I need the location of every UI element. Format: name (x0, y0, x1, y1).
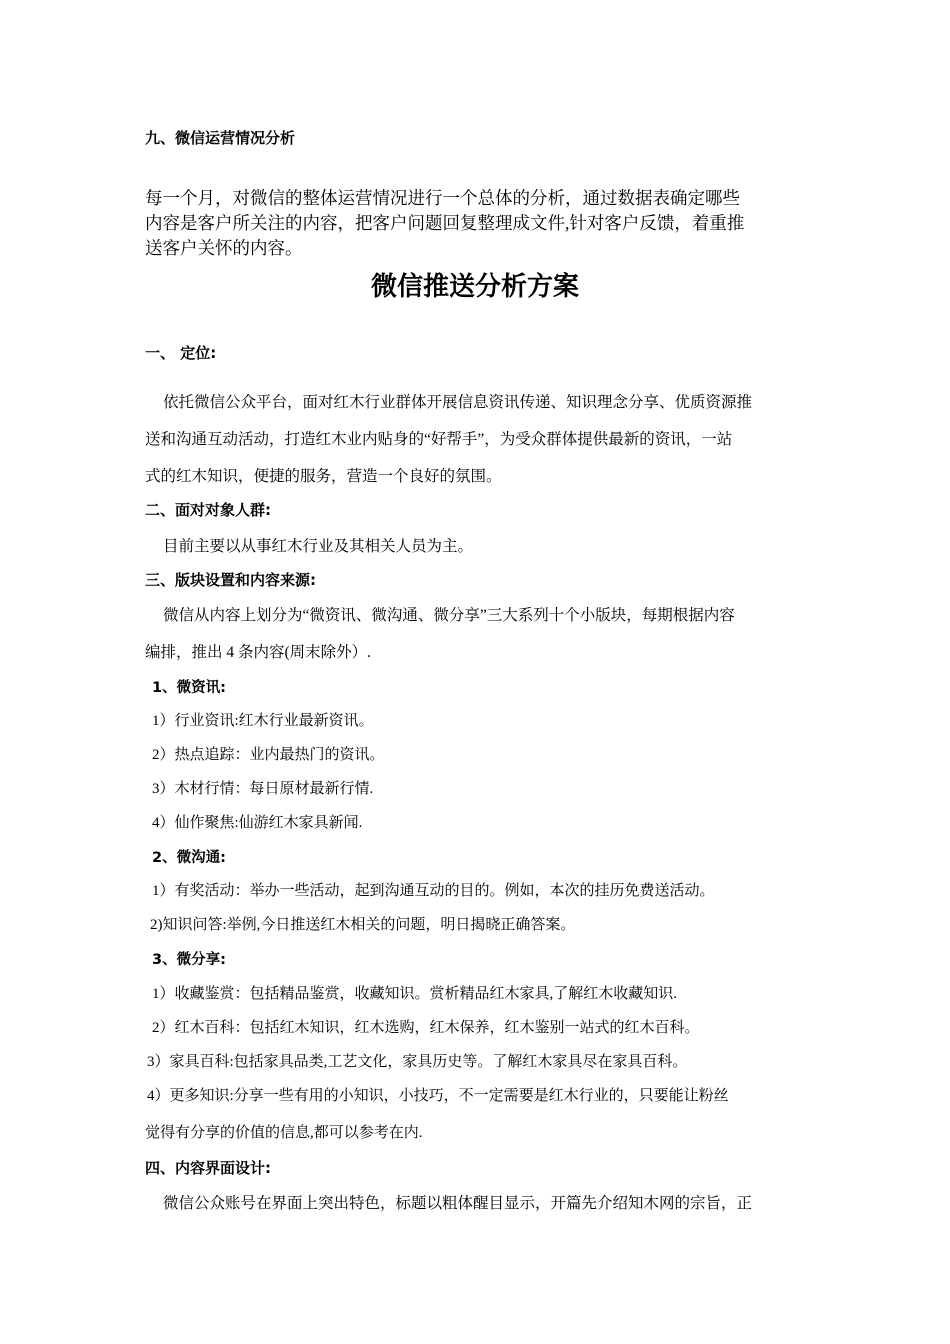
subsection-3-heading: 3、微分享: (152, 952, 226, 968)
section-4-line: 微信公众账号在界面上突出特色，标题以粗体醒目显示，开篇先介绍知木网的宗旨，正 (163, 1195, 753, 1212)
subsection-2-item: 1）有奖活动：举办一些活动，起到沟通互动的目的。例如，本次的挂历免费送活动。 (152, 883, 715, 899)
subsection-3-item: 2）红木百科：包括红木知识，红木选购，红木保养，红木鉴别一站式的红木百科。 (152, 1020, 700, 1036)
section-9-heading: 九、微信运营情况分析 (145, 129, 296, 147)
subsection-1-heading: 1、微资讯: (152, 680, 226, 696)
section-1-line-2: 送和沟通互动活动，打造红木业内贴身的“好帮手”，为受众群体提供最新的资讯，一站 (145, 431, 733, 448)
section-9-paragraph-line-1: 每一个月，对微信的整体运营情况进行一个总体的分析，通过数据表确定哪些 (145, 188, 740, 208)
section-1-line-1: 依托微信公众平台，面对红木行业群体开展信息资讯传递、知识理念分享、优质资源推 (163, 394, 753, 411)
section-4-heading: 四、内容界面设计: (145, 1159, 271, 1177)
section-9-paragraph-line-2: 内容是客户所关注的内容，把客户问题回复整理成文件,针对客户反馈，着重推 (145, 213, 745, 233)
section-2-line: 目前主要以从事红木行业及其相关人员为主。 (163, 538, 474, 555)
section-3-heading: 三、版块设置和内容来源: (145, 571, 316, 589)
section-2-heading: 二、面对对象人群: (145, 501, 271, 519)
section-3-line-1: 微信从内容上划分为“微资讯、微沟通、微分享”三大系列十个小版块，每期根据内容 (163, 607, 735, 624)
section-1-heading: 一、 定位: (145, 344, 217, 362)
subsection-3-item-continued: 觉得有分享的价值的信息,都可以参考在内. (145, 1125, 423, 1141)
subsection-3-item: 1）收藏鉴赏：包括精品鉴赏，收藏知识。赏析精品红木家具,了解红木收藏知识. (152, 986, 678, 1002)
subsection-3-item: 3）家具百科:包括家具品类,工艺文化，家具历史等。了解红木家具尽在家具百科。 (147, 1054, 688, 1070)
section-1-line-3: 式的红木知识，便捷的服务，营造一个良好的氛围。 (145, 468, 502, 485)
subsection-1-item: 3）木材行情：每日原材最新行情. (152, 781, 374, 797)
subsection-1-item: 2）热点追踪：业内最热门的资讯。 (152, 747, 385, 763)
subsection-3-item: 4）更多知识:分享一些有用的小知识，小技巧，不一定需要是红木行业的，只要能让粉丝 (147, 1088, 729, 1104)
section-3-line-2: 编排，推出 4 条内容(周末除外）. (145, 644, 372, 661)
subsection-2-item: 2)知识问答:举例,今日推送红木相关的问题，明日揭晓正确答案。 (150, 917, 576, 933)
document-title: 微信推送分析方案 (370, 272, 579, 302)
subsection-2-heading: 2、微沟通: (152, 850, 226, 866)
subsection-1-item: 4）仙作聚焦:仙游红木家具新闻. (152, 815, 363, 831)
subsection-1-item: 1）行业资讯:红木行业最新资讯。 (152, 713, 374, 729)
section-9-paragraph-line-3: 送客户关怀的内容。 (145, 238, 303, 258)
